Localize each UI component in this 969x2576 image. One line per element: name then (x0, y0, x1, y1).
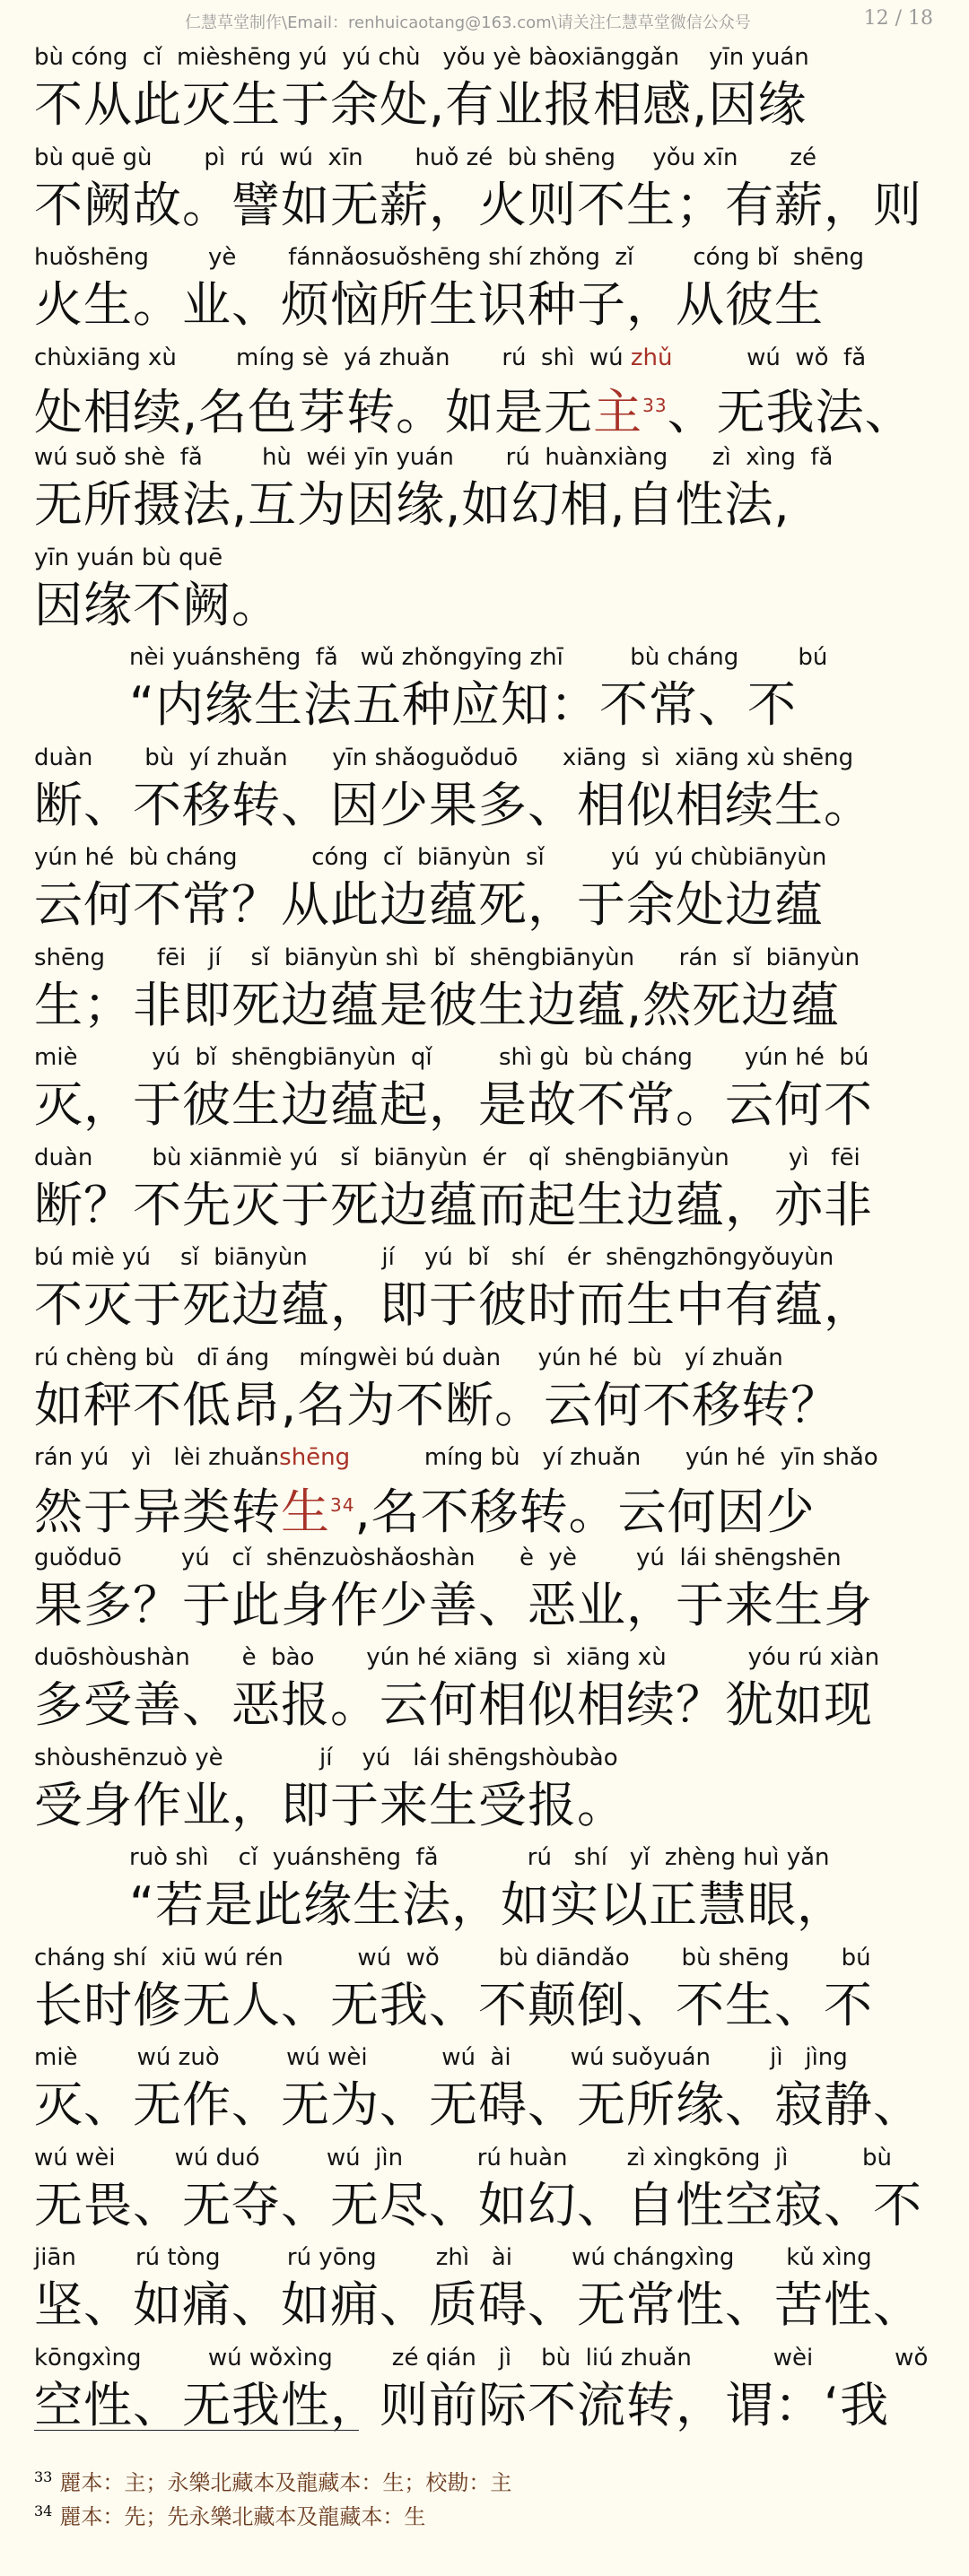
pinyin-line (34, 144, 816, 172)
text-line (34, 636, 946, 736)
footnote-34 (34, 2499, 425, 2530)
hanzi-line (129, 1877, 846, 1933)
text-line (34, 1236, 946, 1336)
hanzi-line (34, 77, 807, 133)
text-line (34, 1936, 946, 2037)
text-line (34, 1036, 946, 1136)
pinyin-text: wú wǒ fǎ (672, 344, 867, 371)
hanzi-line (34, 2277, 922, 2333)
hanzi-text: 果多？于此身作少善、恶业，于来生身 (34, 1576, 873, 1633)
pinyin-line (34, 544, 223, 572)
text-line (34, 2036, 946, 2137)
hanzi-line (34, 2378, 889, 2433)
text-line (34, 1736, 946, 1837)
text-line (34, 1636, 946, 1736)
hanzi-text: 灭，于彼生边蕴起，是故不常。云何不 (34, 1076, 873, 1133)
text-line (34, 1336, 946, 1437)
text-line (34, 336, 946, 440)
hanzi-text: 不灭于死边蕴，即于彼时而生中有蕴， (34, 1276, 873, 1333)
text-line (34, 1136, 946, 1237)
hanzi-line (34, 378, 914, 440)
pinyin-line (34, 2344, 928, 2372)
text-line (34, 36, 946, 136)
pinyin-line (34, 2043, 848, 2072)
footnote-text: 麗本：主；永樂北藏本及龍藏本：生；校勘：主 (59, 2470, 512, 2495)
text-body (34, 36, 946, 2436)
text-line (34, 736, 946, 837)
hanzi-text: 、无我法、 (667, 383, 914, 440)
footnote-ref[interactable]: 33 (642, 394, 668, 416)
pinyin-text: rú chèng bù dī áng míngwèi bú duàn yún hé bù yí zhuǎn (34, 1344, 783, 1371)
pinyin-text: cháng shí xiū wú rén wú wǒ bù diāndǎo bù shēng bú (34, 1944, 871, 1971)
hanzi-line (34, 1578, 873, 1633)
hanzi-text: ,名不移转。云何因少 (354, 1484, 816, 1540)
text-line (34, 2337, 946, 2437)
hanzi-text: 长时修无人、无我、不颠倒、不生、不 (34, 1976, 873, 2033)
text-line (34, 2137, 946, 2237)
text-line (34, 136, 946, 237)
footnote-33 (34, 2465, 511, 2496)
text-line (34, 236, 946, 336)
text-line (34, 836, 946, 936)
page-indicator: 12 / 18 (863, 7, 933, 30)
footnote-text: 麗本：先；先永樂北藏本及龍藏本：生 (59, 2504, 426, 2529)
pinyin-text: miè yú bǐ shēngbiānyùn qǐ shì gù bù cháng yún hé bú (34, 1044, 869, 1071)
pinyin-text: rán yú yì lèi zhuǎn (34, 1444, 280, 1471)
pinyin-line (34, 43, 809, 72)
credit-text: 仁慧草堂制作\Email：renhuicaotang@163.com\请关注仁慧草堂微信公众号 (185, 13, 751, 32)
pinyin-variant: zhǔ (630, 344, 673, 371)
hanzi-text: 火生。业、烦恼所生识种子，从彼生 (34, 276, 824, 333)
hanzi-line (34, 1378, 840, 1433)
pinyin-line (34, 344, 866, 372)
pinyin-text: bú miè yú sǐ biānyùn jí yú bǐ shí ér shēngzhōngyǒuyùn (34, 1244, 834, 1271)
pinyin-text: shēng fēi jí sǐ biānyùn shì bǐ shēngbiānyùn rán sǐ biānyùn (34, 944, 860, 971)
footnote-number: 34 (34, 2502, 53, 2519)
pinyin-text: chùxiāng xù míng sè yá zhuǎn rú shì wú (34, 344, 631, 371)
hanzi-text: 云何不常？从此边蕴死，于余处边蕴 (34, 876, 824, 933)
hanzi-text: 坚、如痛、如痈、质碍、无常性、苦性、 (34, 2276, 922, 2333)
pinyin-text: wú suǒ shè fǎ hù wéi yīn yuán rú huànxiàng zì xìng fǎ (34, 444, 834, 471)
text-line (34, 1536, 946, 1637)
hanzi-line (34, 1077, 873, 1133)
hanzi-text: 因缘不阙。 (34, 576, 281, 633)
pinyin-line (34, 2144, 892, 2172)
hanzi-line (34, 2077, 922, 2133)
pinyin-text: huǒshēng yè fánnǎosuǒshēng shí zhǒng zǐ cóng bǐ shēng (34, 244, 865, 271)
hanzi-line (34, 1477, 816, 1540)
hanzi-text: 空性、无我性，则前际不流转，谓：‘我 (34, 2376, 890, 2433)
text-line (34, 1436, 946, 1540)
pinyin-text: miè wú zuò wú wèi wú ài wú suǒyuán jì jìng (34, 2044, 848, 2071)
variant-character: 主 (593, 383, 643, 440)
pinyin-text: yīn yuán bù quē (34, 544, 223, 571)
hanzi-text: 不阙故。譬如无薪，火则不生；有薪，则 (34, 176, 922, 233)
hanzi-text: 如秤不低昂,名为不断。云何不移转？ (34, 1376, 841, 1433)
pinyin-text: duàn bù xiānmiè yú sǐ biānyùn ér qǐ shēngbiānyùn yì fēi (34, 1144, 860, 1171)
hanzi-line (34, 1978, 873, 2033)
hanzi-text: 多受善、恶报。云何相似相续？犹如现 (34, 1676, 873, 1733)
hanzi-text: “若是此缘生法，如实以正慧眼， (129, 1876, 846, 1933)
text-line (34, 1836, 946, 1936)
pinyin-line (34, 443, 833, 472)
pinyin-text: nèi yuánshēng fǎ wǔ zhǒngyīng zhī bù cháng bú (129, 644, 828, 671)
pinyin-text: bù cóng cǐ mièshēng yú yú chù yǒu yè bàoxiānggǎn yīn yuán (34, 44, 809, 71)
hanzi-line (34, 1677, 873, 1733)
hanzi-text: 生；非即死边蕴是彼生边蕴,然死边蕴 (34, 976, 841, 1033)
footnote-ref[interactable]: 34 (330, 1494, 355, 1516)
hanzi-line (34, 778, 873, 833)
hanzi-line (34, 178, 922, 233)
pinyin-line (34, 1043, 869, 1072)
hanzi-line (34, 277, 824, 333)
pinyin-line (34, 1944, 871, 1972)
hanzi-text: 无畏、无夺、无尽、如幻、自性空寂、不 (34, 2176, 922, 2233)
pinyin-line (34, 1144, 860, 1172)
pinyin-text: guǒduō yú cǐ shēnzuòshǎoshàn è yè yú lái shēngshēn (34, 1544, 842, 1571)
page-header (0, 0, 969, 39)
pinyin-line (34, 2243, 872, 2272)
hanzi-text: 然于异类转 (34, 1484, 281, 1540)
hanzi-line (34, 2178, 922, 2233)
hanzi-text: 不从此灭生于余处,有业报相感,因缘 (34, 76, 808, 133)
text-line (34, 536, 946, 637)
pinyin-line (34, 243, 864, 272)
footnote-number: 33 (34, 2468, 53, 2485)
hanzi-text: 受身作业，即于来生受报。 (34, 1776, 626, 1833)
text-line (34, 436, 946, 536)
pinyin-text: kōngxìng wú wǒxìng zé qián jì bù liú zhuǎn wèi wǒ (34, 2344, 929, 2371)
pinyin-line (34, 1744, 618, 1772)
hanzi-text: “内缘生法五种应知：不常、不 (129, 676, 797, 733)
hanzi-text: 断？不先灭于死边蕴而起生边蕴，亦非 (34, 1176, 873, 1233)
hanzi-line (34, 477, 790, 533)
pinyin-line (129, 1843, 830, 1872)
pinyin-text: yún hé bù cháng cóng cǐ biānyùn sǐ yú yú chùbiānyùn (34, 844, 827, 871)
pinyin-line (129, 643, 827, 672)
pinyin-line (34, 944, 860, 972)
pinyin-line (34, 1643, 879, 1672)
hanzi-line (34, 1178, 873, 1233)
pinyin-line (34, 1443, 878, 1472)
hanzi-line (34, 1778, 626, 1833)
pinyin-line (34, 1344, 783, 1372)
pinyin-text: míng bù yí zhuǎn yún hé yīn shǎo (350, 1444, 878, 1471)
pinyin-line (34, 1544, 842, 1572)
pinyin-line (34, 744, 853, 772)
hanzi-line (34, 1277, 873, 1333)
pinyin-line (34, 1243, 834, 1272)
pinyin-line (34, 843, 826, 872)
hanzi-line (34, 877, 824, 933)
hanzi-text: 处相续,名色芽转。如是无 (34, 383, 594, 440)
pinyin-variant: shēng (279, 1444, 351, 1471)
variant-character: 生 (281, 1484, 330, 1540)
hanzi-text: 灭、无作、无为、无碍、无所缘、寂静、 (34, 2076, 922, 2133)
pinyin-text: jiān rú tòng rú yōng zhì ài wú chángxìng kǔ xìng (34, 2244, 872, 2271)
hanzi-text: 无所摄法,互为因缘,如幻相,自性法, (34, 476, 790, 533)
footnote-divider (34, 2430, 359, 2431)
pinyin-text: bù quē gù pì rú wú xīn huǒ zé bù shēng yǒu xīn zé (34, 144, 816, 171)
hanzi-line (34, 978, 840, 1033)
pinyin-text: shòushēnzuò yè jí yú lái shēngshòubào (34, 1744, 618, 1771)
hanzi-text: 断、不移转、因少果多、相似相续生。 (34, 776, 873, 833)
text-line (34, 2236, 946, 2337)
pinyin-text: duàn bù yí zhuǎn yīn shǎoguǒduō xiāng sì xiāng xù shēng (34, 744, 854, 771)
text-line (34, 936, 946, 1037)
hanzi-line (34, 578, 281, 633)
pinyin-text: ruò shì cǐ yuánshēng fǎ rú shí yǐ zhèng huì yǎn (129, 1844, 830, 1871)
pinyin-text: duōshòushàn è bào yún hé xiāng sì xiāng xù yóu rú xiàn (34, 1644, 880, 1671)
pinyin-text: wú wèi wú duó wú jìn rú huàn zì xìngkōng jì bù (34, 2144, 892, 2171)
hanzi-line (129, 677, 797, 733)
